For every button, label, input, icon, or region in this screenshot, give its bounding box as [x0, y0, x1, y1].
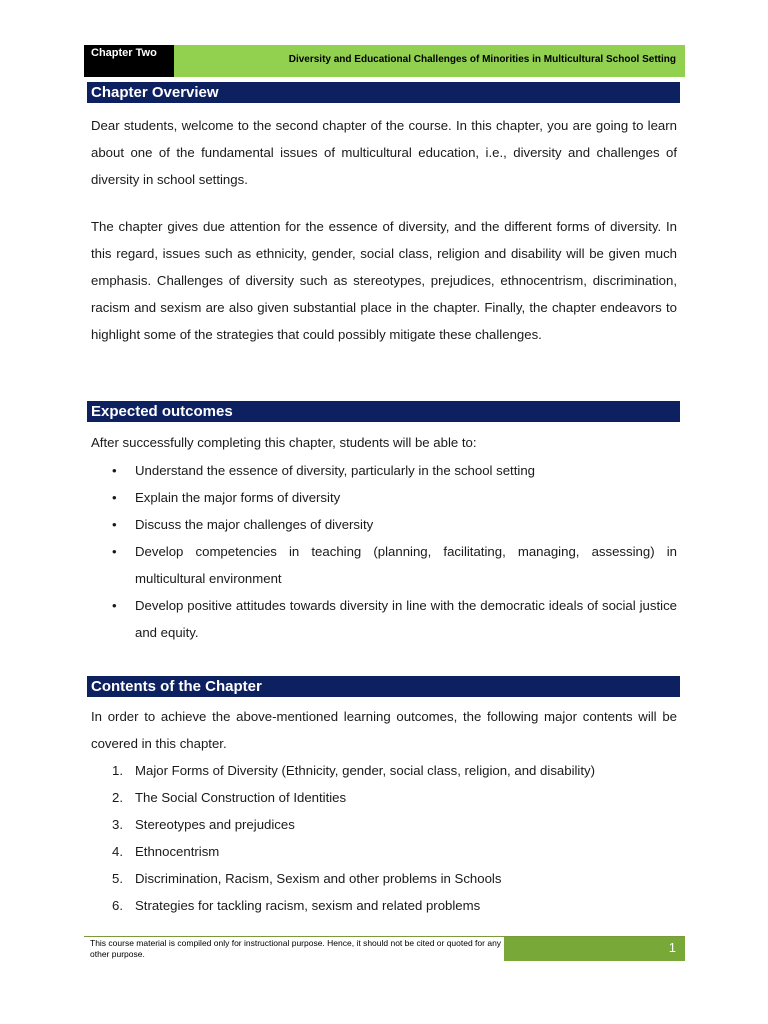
item-number: 4.: [112, 844, 123, 859]
content-text: Ethnocentrism: [135, 844, 220, 859]
page-footer: [84, 936, 685, 961]
outcome-text: Understand the essence of diversity, particularly in the school setting: [135, 463, 535, 478]
bullet-icon: •: [112, 463, 117, 478]
outcomes-list: [91, 457, 677, 646]
content-text: Stereotypes and prejudices: [135, 817, 295, 832]
item-number: 1.: [112, 763, 123, 778]
list-item: [91, 457, 677, 484]
content-text: Strategies for tackling racism, sexism and related problems: [135, 898, 481, 913]
bullet-icon: •: [112, 544, 117, 559]
outcome-text: Develop positive attitudes towards diversity in line with the democratic ideals of social justice and equity.: [135, 598, 677, 640]
list-item: [91, 511, 677, 538]
item-number: 5.: [112, 871, 123, 886]
outcomes-intro: After successfully completing this chapter, students will be able to:: [91, 435, 477, 450]
item-number: 2.: [112, 790, 123, 805]
overview-heading: Chapter Overview: [87, 82, 680, 103]
list-item: [91, 865, 677, 892]
bullet-icon: •: [112, 598, 117, 613]
page-header: [84, 45, 685, 77]
contents-heading: Contents of the Chapter: [87, 676, 680, 697]
list-item: [91, 784, 677, 811]
contents-intro: In order to achieve the above-mentioned learning outcomes, the following major contents will be covered in this chapter.: [91, 709, 677, 751]
list-item: [91, 538, 677, 592]
bullet-icon: •: [112, 517, 117, 532]
content-text: Major Forms of Diversity (Ethnicity, gender, social class, religion, and disability): [135, 763, 596, 778]
content-text: The Social Construction of Identities: [135, 790, 347, 805]
page-number: 1: [504, 937, 685, 961]
outcome-text: Explain the major forms of diversity: [135, 490, 341, 505]
bullet-icon: •: [112, 490, 117, 505]
footer-note: This course material is compiled only for instructional purpose. Hence, it should not be cited or quoted for any other purpose.: [90, 938, 502, 959]
overview-paragraph-1: Dear students, welcome to the second chapter of the course. In this chapter, you are going to learn about one of the fundamental issues of multicultural education, i.e., diversity and challenges of diversity in school settings.: [91, 118, 677, 187]
overview-paragraph-2: The chapter gives due attention for the essence of diversity, and the different forms of diversity. In this regard, issues such as ethnicity, gender, social class, religion and disability will be given much emphasis. Challenges of diversity such as stereotypes, prejudices, ethnocentrism, discrimination, racism and sexism are also given substantial place in the chapter. Finally, the chapter endeavors to highlight some of the strategies that could possibly mitigate these challenges.: [91, 219, 677, 342]
contents-list: [91, 757, 677, 919]
chapter-label: Chapter Two: [84, 45, 174, 77]
outcome-text: Discuss the major challenges of diversity: [135, 517, 374, 532]
item-number: 6.: [112, 898, 123, 913]
list-item: [91, 592, 677, 646]
outcomes-heading: Expected outcomes: [87, 401, 680, 422]
item-number: 3.: [112, 817, 123, 832]
content-text: Discrimination, Racism, Sexism and other problems in Schools: [135, 871, 502, 886]
list-item: [91, 892, 677, 919]
outcome-text: Develop competencies in teaching (planning, facilitating, managing, assessing) in multicultural environment: [135, 544, 677, 586]
list-item: [91, 484, 677, 511]
running-title: Diversity and Educational Challenges of Minorities in Multicultural School Setting: [174, 45, 685, 77]
list-item: [91, 838, 677, 865]
list-item: [91, 757, 677, 784]
list-item: [91, 811, 677, 838]
